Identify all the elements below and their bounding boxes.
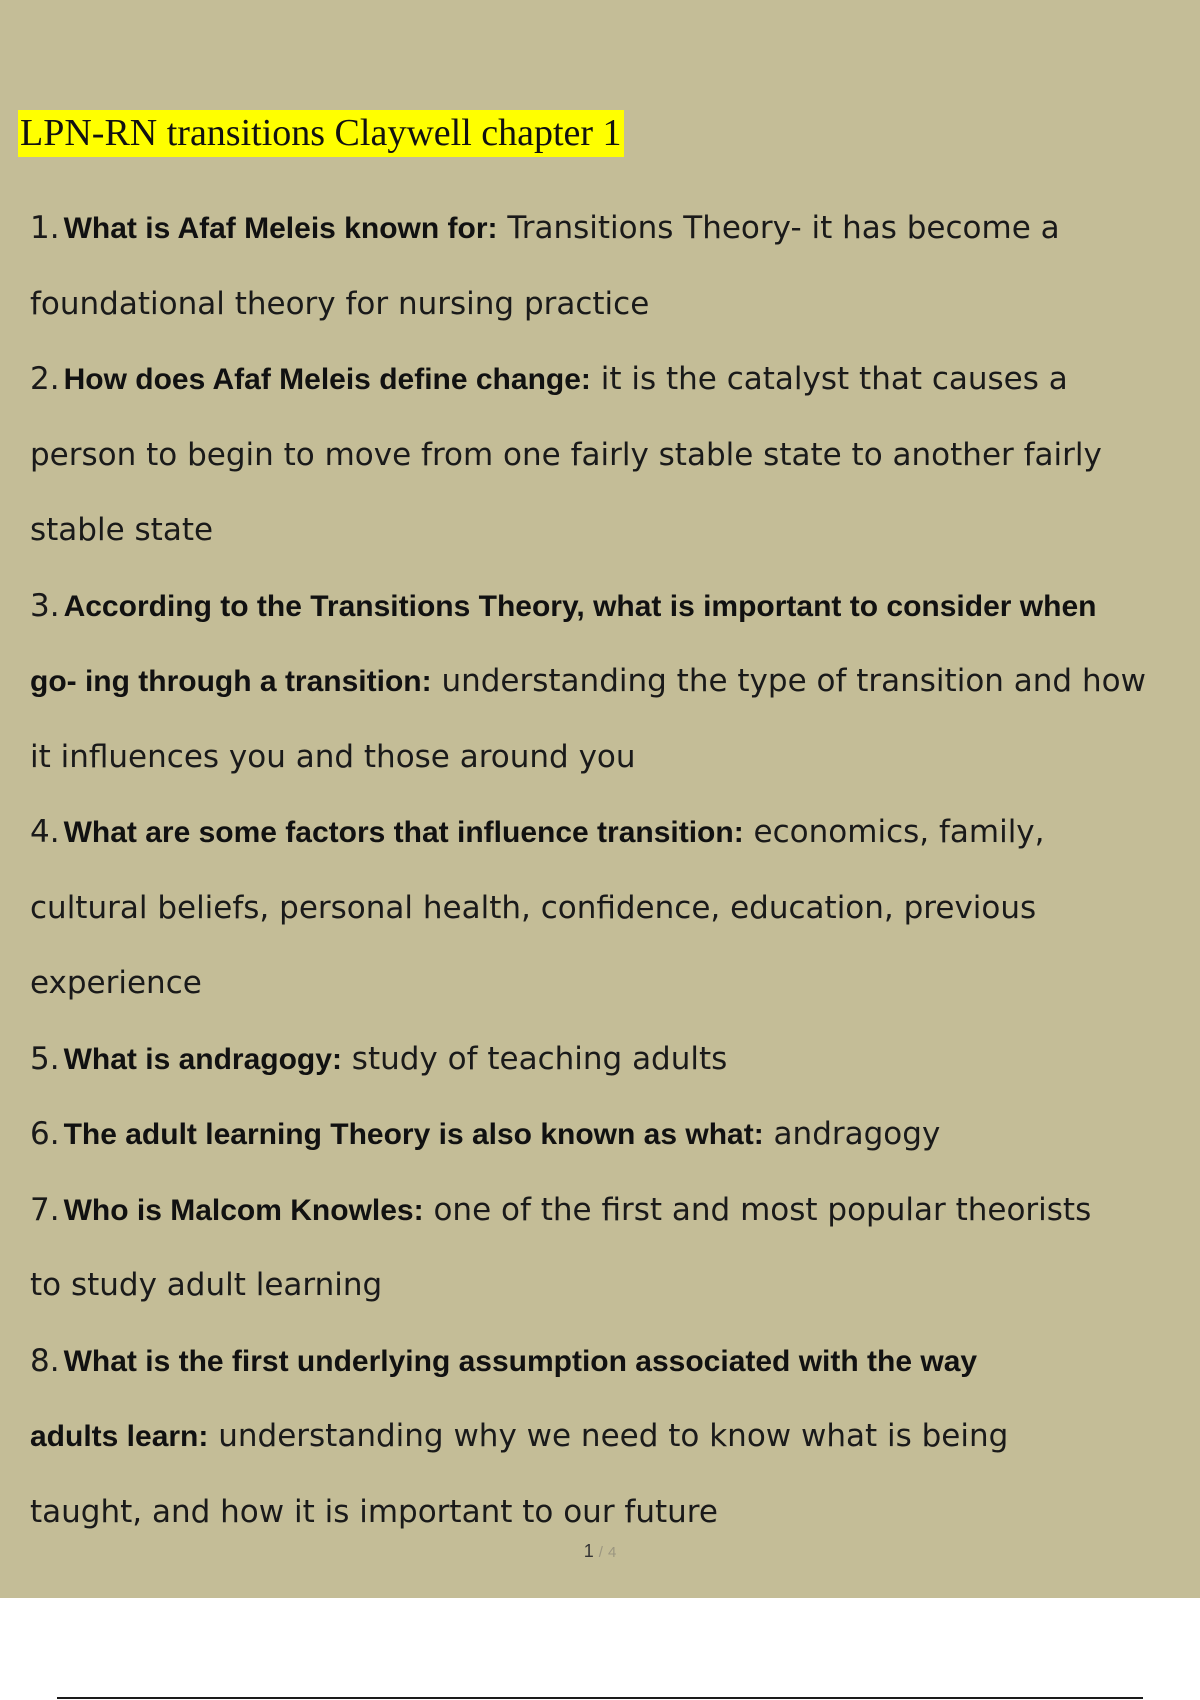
- answer-text: it is the catalyst that causes a: [590, 361, 1068, 397]
- qa-line: [30, 569, 1200, 645]
- qa-line: [30, 1399, 1200, 1475]
- question-text: What is the first underlying assumption associated with the way: [63, 1344, 978, 1378]
- question-text: What is Afaf Meleis known for:: [63, 212, 498, 245]
- answer-text: one of the first and most popular theorists: [423, 1191, 1092, 1228]
- qa-line: [30, 720, 1200, 796]
- qa-line: [30, 644, 1200, 720]
- answer-text: stable state: [30, 512, 214, 548]
- question-text: How does Afaf Meleis define change:: [63, 363, 591, 396]
- qa-line: [30, 493, 1200, 569]
- qa-line: [30, 1022, 1200, 1098]
- item-number: 3.: [30, 587, 60, 624]
- question-text: adults learn:: [30, 1420, 209, 1453]
- document-title: LPN-RN transitions Claywell chapter 1: [18, 110, 624, 157]
- question-text: The adult learning Theory is also known as what:: [63, 1118, 764, 1151]
- answer-text: cultural beliefs, personal health, confidence, education, previous: [30, 889, 1037, 926]
- qa-line: [30, 1248, 1200, 1324]
- qa-line: [30, 1097, 1200, 1173]
- qa-line: [30, 1475, 1200, 1551]
- qa-line: [30, 191, 1200, 267]
- answer-text: andragogy: [763, 1116, 941, 1152]
- qa-line: [30, 267, 1200, 343]
- page-separator: /: [598, 1544, 603, 1561]
- answer-text: person to begin to move from one fairly stable state to another fairly: [30, 436, 1102, 473]
- qa-line: [30, 418, 1200, 494]
- qa-line: [30, 1173, 1200, 1249]
- item-number: 4.: [30, 814, 60, 850]
- item-number: 8.: [30, 1342, 60, 1379]
- qa-line: [30, 1324, 1200, 1400]
- qa-line: [30, 946, 1200, 1022]
- answer-text: foundational theory for nursing practice: [30, 285, 650, 322]
- total-pages: 4: [607, 1544, 617, 1561]
- question-text: Who is Malcom Knowles:: [63, 1193, 424, 1227]
- answer-text: Transitions Theory- it has become a: [497, 210, 1060, 246]
- next-page-rule: [57, 1697, 1143, 1699]
- qa-line: [30, 871, 1200, 947]
- question-text: go- ing through a transition:: [30, 665, 432, 698]
- item-number: 7.: [30, 1191, 60, 1228]
- question-text: What are some factors that influence transition:: [63, 816, 744, 849]
- answer-text: economics, family,: [743, 814, 1045, 850]
- page-counter: [0, 1541, 1200, 1562]
- answer-text: understanding why we need to know what is being: [208, 1418, 1009, 1454]
- question-text: What is andragogy:: [63, 1042, 342, 1076]
- item-number: 5.: [30, 1040, 60, 1077]
- answer-text: study of teaching adults: [341, 1040, 728, 1077]
- question-text: According to the Transitions Theory, what is important to consider when: [63, 589, 1097, 623]
- qa-line: [30, 342, 1200, 418]
- answer-text: experience: [30, 965, 202, 1001]
- current-page: 1: [583, 1541, 594, 1561]
- item-number: 1.: [30, 210, 60, 246]
- answer-text: to study adult learning: [30, 1267, 383, 1303]
- answer-text: understanding the type of transition and how: [431, 663, 1146, 699]
- answer-text: it influences you and those around you: [30, 738, 636, 775]
- item-number: 2.: [30, 361, 60, 397]
- answer-text: taught, and how it is important to our future: [30, 1493, 718, 1530]
- qa-list: [30, 191, 1200, 1550]
- item-number: 6.: [30, 1116, 60, 1152]
- qa-line: [30, 795, 1200, 871]
